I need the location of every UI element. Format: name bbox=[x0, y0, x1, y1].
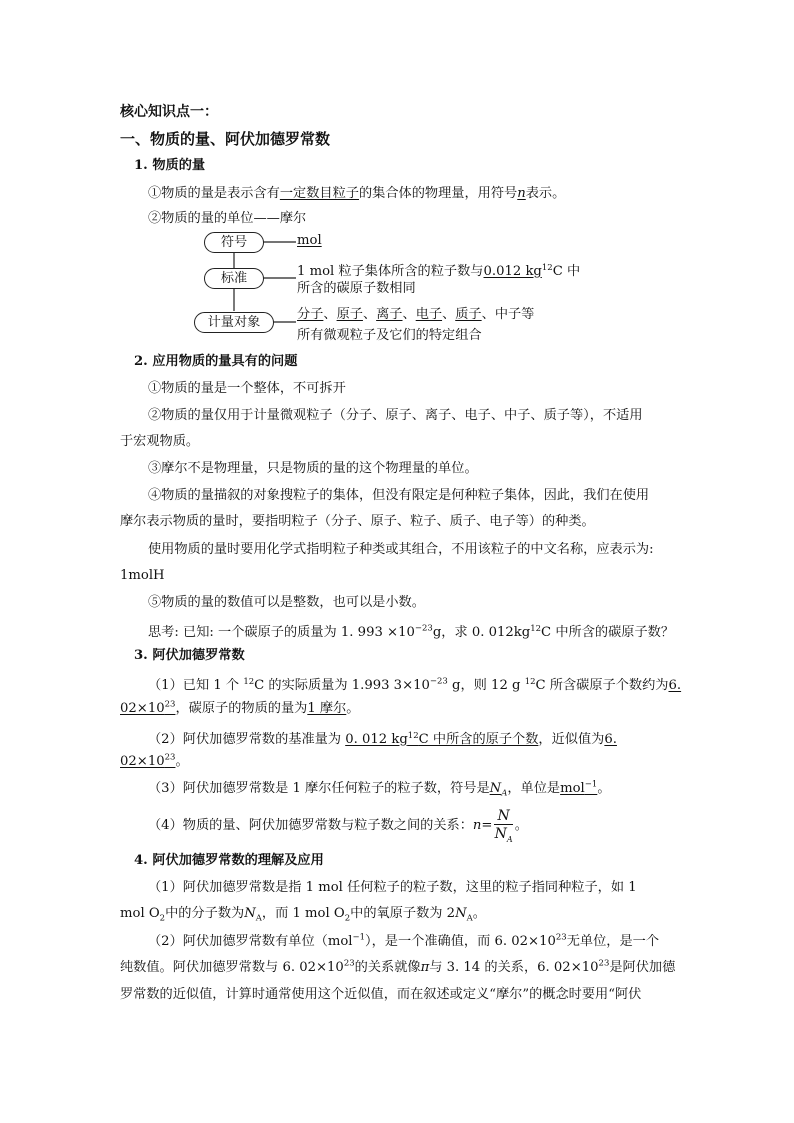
paragraph: ①物质的量是一个整体，不可拆开 bbox=[148, 381, 346, 396]
paragraph: 纯数值。阿伏加德罗常数与 6. $02\times 10^{23}$的关系就像π与 3. 14 的关系，6. $02\times 10^{23}$是阿伏加德 bbox=[120, 958, 676, 975]
blank-answer: $02\times 10^{23}$ bbox=[120, 699, 176, 716]
paragraph: ③摩尔不是物理量，只是物质的量的这个物理量的单位。 bbox=[148, 461, 478, 476]
subsection-heading-3: 3. 阿伏加德罗常数 bbox=[134, 648, 245, 663]
blank-answer: 一定数目粒子 bbox=[279, 186, 359, 201]
blank-answer: 1 摩尔 bbox=[307, 701, 347, 716]
blank-answer: 6. bbox=[668, 678, 682, 693]
diagram-standard-line1: 1 mol 粒子集体所含的粒子数与0.012 $kg^{12}C$ 中 bbox=[297, 263, 581, 279]
diagram-box-object: 计量对象 bbox=[194, 312, 274, 333]
paragraph: ①物质的量是表示含有一定数目粒子的集合体的物理量，用符号n表示。 bbox=[148, 186, 566, 201]
paragraph: ⑤物质的量的数值可以是整数，也可以是小数。 bbox=[148, 595, 425, 610]
diagram-object-line2: 所有微观粒子及它们的特定组合 bbox=[297, 328, 482, 343]
paragraph: （2）阿伏加德罗常数的基准量为 0. 012 $kg^{12}C$ 中所含的原子个数，近似值为6. bbox=[148, 731, 617, 747]
paragraph: 摩尔表示物质的量时，要指明粒子（分子、原子、粒子、质子、电子等）的种类。 bbox=[120, 514, 595, 529]
subsection-heading-1: 1. 物质的量 bbox=[134, 158, 206, 173]
blank-answer: 0. 012 $kg^{12}C$ 中所含的原子个数 bbox=[345, 731, 539, 747]
paragraph: 罗常数的近似值，计算时通常使用这个近似值，而在叙述或定义“摩尔”的概念时要用“阿伏 bbox=[120, 987, 642, 1002]
paragraph: （2）阿伏加德罗常数有单位（mol$^{-1}$），是一个准确值，而 6. $02\times 10^{23}$无单位，是一个 bbox=[148, 932, 660, 949]
blank-answer: 6. bbox=[604, 732, 617, 747]
paragraph: ④物质的量描叙的对象搜粒子的集体，但没有限定是何种粒子集体，因此，我们在使用 bbox=[148, 488, 650, 503]
paragraph: mol $O_2$中的分子数为$N_A$，而 1 mol $O_2$中的氧原子数为 $2N_A$。 bbox=[120, 906, 486, 924]
paragraph: $02\times 10^{23}$，碳原子的物质的量为1 摩尔。 bbox=[120, 699, 360, 716]
diagram-standard-line2: 所含的碳原子数相同 bbox=[297, 281, 416, 296]
diagram-box-symbol: 符号 bbox=[204, 232, 264, 253]
knowledge-point-title: 核心知识点一： bbox=[120, 104, 218, 120]
paragraph: ②物质的量的单位——摩尔 bbox=[148, 211, 307, 226]
paragraph: （1）阿伏加德罗常数是指 1 mol 任何粒子的粒子数，这里的粒子指同种粒子，如 1 bbox=[148, 880, 637, 895]
blank-answer: n bbox=[517, 186, 526, 201]
think-question: 思考: 已知: 一个碳原子的质量为 1. $993 \times 10^{-23}g$，求 0. $012kg^{12}C$ 中所含的碳原子数？ bbox=[148, 623, 675, 640]
subsection-heading-4: 4. 阿伏加德罗常数的理解及应用 bbox=[134, 853, 324, 868]
paragraph: 于宏观物质。 bbox=[120, 434, 200, 449]
paragraph: （1）已知 1 个 $^{12}$C 的实际质量为 1.993 $3\times 10^{-23}$ g，则 12 g $^{12}$C 所含碳原子个数约为6. bbox=[148, 676, 682, 693]
blank-answer: $N_A$ bbox=[489, 781, 508, 799]
paragraph: （3）阿伏加德罗常数是 1 摩尔任何粒子的粒子数，符号是$N_A$，单位是mol$^{-1}$。 bbox=[148, 779, 611, 799]
blank-answer: mol$^{-1}$ bbox=[560, 779, 598, 796]
paragraph: 使用物质的量时要用化学式指明粒子种类或其组合，不用该粒子的中文名称，应表示为: bbox=[148, 542, 654, 557]
paragraph: $02\times 10^{23}$。 bbox=[120, 752, 189, 769]
fraction: $\frac{N}{N_A}$ bbox=[494, 808, 513, 844]
paragraph: ②物质的量仅用于计量微观粒子（分子、原子、离子、电子、中子、质子等），不适用 bbox=[148, 408, 643, 423]
subsection-heading-2: 2. 应用物质的量具有的问题 bbox=[134, 354, 298, 369]
section-title: 一、物质的量、阿伏加德罗常数 bbox=[120, 130, 331, 148]
diagram-symbol-value: mol bbox=[297, 233, 322, 248]
diagram-object-line1: 分子、原子、离子、电子、质子、中子等 bbox=[297, 307, 535, 322]
blank-answer: $02\times 10^{23}$ bbox=[120, 752, 176, 769]
formula-paragraph: （4）物质的量、阿伏加德罗常数与粒子数之间的关系：n= $\frac{N}{N_A}$ 。 bbox=[148, 808, 528, 844]
paragraph: 1molH bbox=[120, 568, 165, 583]
diagram-box-standard: 标准 bbox=[204, 268, 264, 289]
